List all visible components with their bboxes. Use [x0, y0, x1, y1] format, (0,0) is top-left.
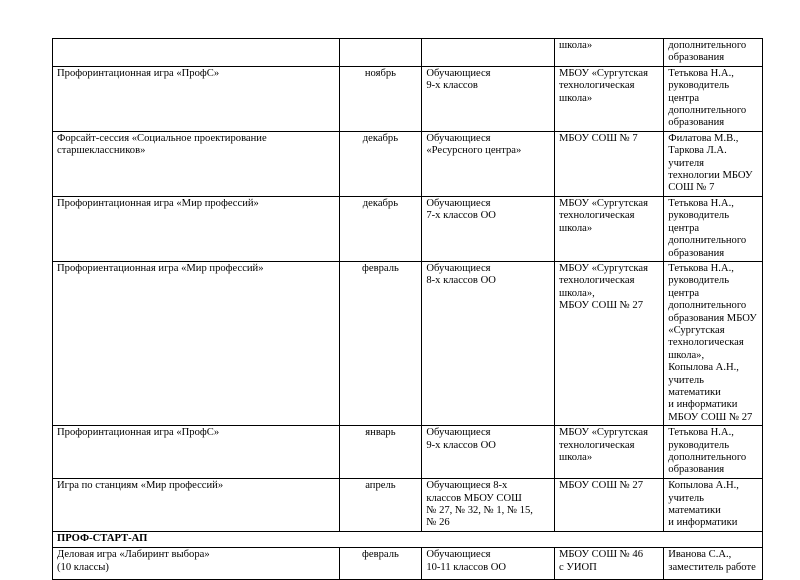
responsible-cell	[664, 196, 763, 261]
responsible-text: Копылова А.Н., учитель математики и информатики	[668, 480, 739, 529]
venue-text: МБОУ «Сургутская технологическая школа»	[558, 67, 648, 104]
table-row	[53, 66, 763, 131]
responsible-text: Филатова М.В., Таркова Л.А. учителя технологии МБОУ СОШ № 7	[668, 132, 753, 194]
responsible-text: Тетькова Н.А., руководитель дополнительного образования	[668, 427, 747, 476]
date-text: январь	[365, 427, 396, 439]
responsible-text: Иванова С.А., заместитель работе	[668, 549, 756, 573]
venue-text: МБОУ СОШ № 46 с УИОП	[558, 549, 644, 573]
section-title: ПРОФ-СТАРТ-АП	[53, 531, 763, 547]
date-cell	[339, 261, 422, 425]
date-text: ноябрь	[364, 67, 396, 79]
event-cell	[53, 39, 340, 67]
participants-text: Обучающиеся 9-х классов	[426, 67, 491, 92]
event-cell	[53, 196, 340, 261]
venue-text: МБОУ «Сургутская технологическая школа»	[558, 427, 648, 463]
date-cell	[339, 479, 422, 532]
participants-cell	[422, 131, 555, 196]
date-text: декабрь	[362, 197, 399, 209]
responsible-text: Тетькова Н.А., руководитель центра дополнительного образования МБОУ «Сургутская технологическая школа», Копылова А.Н., учитель математики и информатики МБОУ СОШ № 27	[668, 262, 757, 423]
participants-cell	[422, 261, 555, 425]
responsible-text: дополнительного образования	[668, 40, 747, 64]
venue-cell	[554, 131, 663, 196]
date-text: февраль	[362, 262, 399, 274]
venue-cell	[554, 39, 663, 67]
venue-cell	[554, 261, 663, 425]
responsible-cell	[664, 66, 763, 131]
event-cell	[53, 261, 340, 425]
venue-cell	[554, 66, 663, 131]
date-cell	[339, 39, 422, 67]
event-text: Форсайт-сессия «Социальное проектирование старшеклассников»	[57, 132, 267, 157]
section-header-row	[53, 531, 763, 547]
responsible-cell	[664, 548, 763, 580]
date-cell	[339, 196, 422, 261]
event-text: Деловая игра «Лабиринт выбора» (10 классы)	[57, 549, 210, 573]
date-cell	[339, 131, 422, 196]
table-row	[53, 548, 763, 580]
event-text: Профоринтационная игра «ПрофС»	[57, 67, 220, 79]
participants-text: Обучающиеся 9-х классов ОО	[426, 427, 496, 451]
participants-text: Обучающиеся 8-х классов МБОУ СОШ № 27, № 32, № 1, № 15, № 26	[426, 480, 533, 529]
venue-text: МБОУ «Сургутская технологическая школа»	[558, 197, 648, 234]
event-text: Игра по станциям «Мир профессий»	[57, 480, 224, 492]
event-cell	[53, 548, 340, 580]
table-row	[53, 196, 763, 261]
event-cell	[53, 66, 340, 131]
participants-cell	[422, 196, 555, 261]
event-cell	[53, 131, 340, 196]
event-cell	[53, 426, 340, 479]
participants-text: Обучающиеся 8-х классов ОО	[426, 262, 496, 287]
table-row	[53, 261, 763, 425]
event-cell	[53, 479, 340, 532]
venue-text: МБОУ «Сургутская технологическая школа», МБОУ СОШ № 27	[558, 262, 648, 312]
venue-text: школа»	[558, 40, 593, 51]
event-text: Профориентационная игра «Мир профессий»	[57, 262, 264, 274]
participants-text: Обучающиеся «Ресурсного центра»	[426, 132, 522, 157]
venue-text: МБОУ СОШ № 27	[558, 480, 644, 492]
events-table	[52, 38, 763, 580]
responsible-cell	[664, 479, 763, 532]
participants-cell	[422, 426, 555, 479]
participants-cell	[422, 479, 555, 532]
table-row	[53, 479, 763, 532]
participants-cell	[422, 66, 555, 131]
table-row	[53, 426, 763, 479]
responsible-cell	[664, 426, 763, 479]
event-text: Профоринтационная игра «ПрофС»	[57, 427, 220, 439]
participants-text: Обучающиеся 7-х классов ОО	[426, 197, 496, 222]
date-cell	[339, 66, 422, 131]
date-cell	[339, 548, 422, 580]
date-text: апрель	[365, 480, 396, 492]
venue-text: МБОУ СОШ № 7	[558, 132, 638, 144]
table-row	[53, 131, 763, 196]
participants-text: Обучающиеся 10-11 классов ОО	[426, 549, 507, 573]
venue-cell	[554, 426, 663, 479]
venue-cell	[554, 196, 663, 261]
responsible-cell	[664, 261, 763, 425]
responsible-cell	[664, 131, 763, 196]
table-row	[53, 39, 763, 67]
responsible-text: Тетькова Н.А., руководитель центра дополнительного образования	[668, 197, 747, 259]
date-cell	[339, 426, 422, 479]
date-text: февраль	[362, 549, 399, 561]
participants-cell	[422, 39, 555, 67]
event-text: Профоринтационная игра «Мир профессий»	[57, 197, 259, 209]
date-text: декабрь	[362, 132, 399, 144]
responsible-text: Тетькова Н.А., руководитель центра дополнительного образования	[668, 67, 747, 129]
venue-cell	[554, 548, 663, 580]
participants-cell	[422, 548, 555, 580]
responsible-cell	[664, 39, 763, 67]
venue-cell	[554, 479, 663, 532]
